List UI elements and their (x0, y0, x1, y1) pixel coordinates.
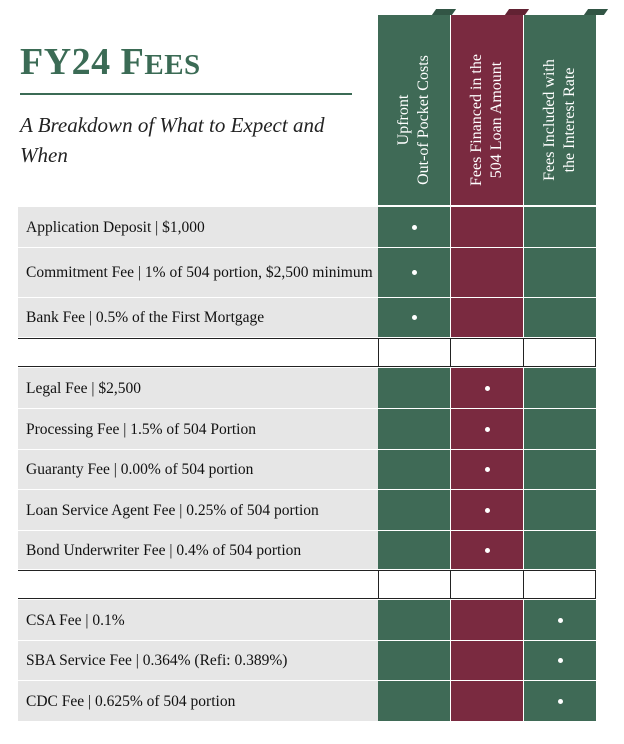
spacer-divider (450, 338, 451, 367)
cell-col-2 (451, 681, 523, 721)
table-row (18, 207, 596, 247)
table-row (18, 641, 596, 680)
title-main: FY24 F (20, 41, 145, 83)
cell-col-2 (451, 490, 523, 530)
fee-label: Bank Fee | 0.5% of the First Mortgage (18, 298, 378, 337)
column-header-line1: Fees Included with (541, 59, 558, 181)
fee-label: SBA Service Fee | 0.364% (Refi: 0.389%) (18, 641, 378, 680)
cell-col-2 (451, 298, 523, 337)
table-row (18, 450, 596, 489)
bullet-mark (558, 658, 563, 663)
column-header-text (540, 35, 580, 205)
column-header-1 (378, 15, 450, 205)
cell-col-3 (524, 531, 596, 569)
bullet-mark (558, 699, 563, 704)
cell-col-2 (451, 409, 523, 449)
bullet-mark (558, 618, 563, 623)
cell-col-3 (524, 409, 596, 449)
subtitle: A Breakdown of What to Expect and When (20, 113, 325, 167)
spacer-divider (595, 338, 596, 367)
fee-label: Bond Underwriter Fee | 0.4% of 504 portion (18, 531, 378, 569)
fee-label: Guaranty Fee | 0.00% of 504 portion (18, 450, 378, 489)
bullet-mark (485, 467, 490, 472)
spacer-frame (18, 570, 596, 599)
spacer-divider (595, 570, 596, 599)
bullet-mark (485, 386, 490, 391)
fee-label: Commitment Fee | 1% of 504 portion, $2,500 minimum (18, 248, 378, 297)
cell-col-2 (451, 641, 523, 680)
title-rule (20, 93, 352, 95)
cell-col-1 (378, 641, 450, 680)
fee-label: CDC Fee | 0.625% of 504 portion (18, 681, 378, 721)
column-header-3 (524, 15, 596, 205)
cell-col-3 (524, 450, 596, 489)
table-row (18, 600, 596, 640)
bullet-mark (412, 315, 417, 320)
column-header-text (394, 35, 434, 205)
fee-label: Processing Fee | 1.5% of 504 Portion (18, 409, 378, 449)
fee-label: CSA Fee | 0.1% (18, 600, 378, 640)
cell-col-2 (451, 368, 523, 408)
title-smallcaps: EES (144, 49, 201, 81)
cell-col-2 (451, 600, 523, 640)
cell-col-3 (524, 248, 596, 297)
cell-col-1 (378, 490, 450, 530)
spacer-divider (450, 570, 451, 599)
column-header-line2: 504 Loan Amount (488, 61, 505, 179)
table-row (18, 248, 596, 297)
cell-col-1 (378, 600, 450, 640)
cell-col-1 (378, 368, 450, 408)
table-spacer-row (18, 338, 596, 367)
table-row (18, 409, 596, 449)
fee-label: Loan Service Agent Fee | 0.25% of 504 portion (18, 490, 378, 530)
cell-col-3 (524, 600, 596, 640)
column-header-text (467, 35, 507, 205)
bullet-mark (485, 508, 490, 513)
cell-col-2 (451, 450, 523, 489)
column-header-line2: the Interest Rate (561, 67, 578, 173)
spacer-divider (378, 570, 379, 599)
cell-col-3 (524, 298, 596, 337)
cell-col-3 (524, 207, 596, 247)
cell-col-3 (524, 681, 596, 721)
cell-col-1 (378, 298, 450, 337)
spacer-frame (18, 338, 596, 367)
cell-col-1 (378, 531, 450, 569)
bullet-mark (412, 225, 417, 230)
spacer-divider (523, 570, 524, 599)
table-spacer-row (18, 570, 596, 599)
table-row (18, 681, 596, 721)
page-title (20, 40, 201, 87)
cell-col-3 (524, 490, 596, 530)
spacer-divider (378, 338, 379, 367)
column-header-line1: Upfront (395, 94, 412, 146)
bullet-mark (412, 270, 417, 275)
column-header-2 (451, 15, 523, 205)
bullet-mark (485, 427, 490, 432)
bullet-mark (485, 548, 490, 553)
cell-col-2 (451, 207, 523, 247)
column-header-line1: Fees Financed in the (468, 54, 485, 186)
cell-col-3 (524, 641, 596, 680)
column-header-line2: Out-of Pocket Costs (415, 55, 432, 185)
table-row (18, 531, 596, 569)
cell-col-2 (451, 531, 523, 569)
table-row (18, 298, 596, 337)
fee-label: Application Deposit | $1,000 (18, 207, 378, 247)
cell-col-1 (378, 409, 450, 449)
cell-col-1 (378, 248, 450, 297)
table-row (18, 490, 596, 530)
cell-col-2 (451, 248, 523, 297)
cell-col-1 (378, 207, 450, 247)
spacer-divider (523, 338, 524, 367)
cell-col-1 (378, 681, 450, 721)
table-row (18, 368, 596, 408)
cell-col-3 (524, 368, 596, 408)
fee-label: Legal Fee | $2,500 (18, 368, 378, 408)
cell-col-1 (378, 450, 450, 489)
